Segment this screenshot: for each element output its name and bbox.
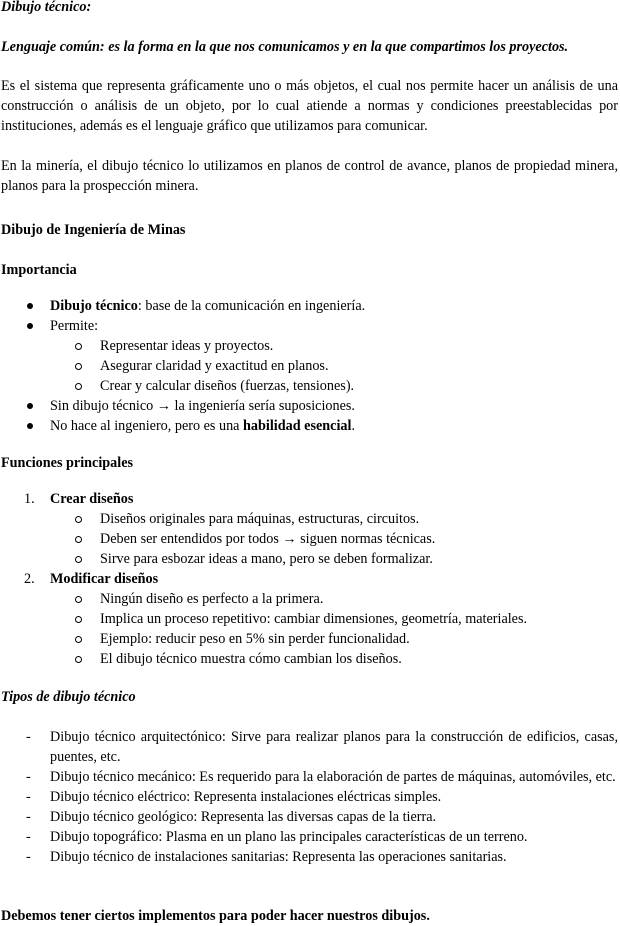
list-item-text: . <box>351 418 355 434</box>
hollow-bullet-icon <box>75 383 82 390</box>
sub-list-item <box>0 629 620 649</box>
list-item-text: Dibujo técnico geológico: Representa las diversas capas de la tierra. <box>50 809 437 825</box>
sub-list-item-text: Representar ideas y proyectos. <box>100 338 274 354</box>
heading-mining-drawing: Dibujo de Ingeniería de Minas <box>1 222 186 238</box>
list-item <box>0 807 620 827</box>
sub-list-item <box>0 509 620 529</box>
list-item-text: Dibujo técnico eléctrico: Representa instalaciones eléctricas simples. <box>50 789 442 805</box>
hollow-bullet-icon <box>75 636 82 643</box>
functions-list <box>0 489 620 669</box>
sub-list-item-text: Sirve para esbozar ideas a mano, pero se deben formalizar. <box>100 551 433 567</box>
heading-functions: Funciones principales <box>1 455 134 471</box>
list-item <box>0 767 620 787</box>
list-item <box>0 296 620 316</box>
paragraph-mining: En la minería, el dibujo técnico lo utilizamos en planos de control de avance, planos de propiedad minera, planos para la prospección minera. <box>1 158 618 194</box>
bold-text: habilidad esencial <box>243 418 352 434</box>
list-item-text: Dibujo topográfico: Plasma en un plano las principales características de un terreno. <box>50 829 528 845</box>
doc-tagline: Lenguaje común: es la forma en la que nos comunicamos y en la que compartimos los proyectos. <box>1 39 569 55</box>
hollow-bullet-icon <box>75 656 82 663</box>
list-item-text: Dibujo técnico mecánico: Es requerido para la elaboración de partes de máquinas, automóviles, etc. <box>50 769 616 785</box>
list-item <box>0 396 620 416</box>
list-item <box>0 787 620 807</box>
numbered-item-title: Crear diseños <box>50 491 134 507</box>
list-item-text: Sin dibujo técnico → la ingeniería sería suposiciones. <box>50 398 355 414</box>
hollow-bullet-icon <box>75 556 82 563</box>
dash-marker: - <box>26 769 31 785</box>
sub-list-item-text: Ejemplo: reducir peso en 5% sin perder funcionalidad. <box>100 631 410 647</box>
sub-list-item <box>0 336 620 356</box>
hollow-bullet-icon <box>75 516 82 523</box>
bullet-icon <box>27 303 33 309</box>
types-list <box>0 727 620 867</box>
hollow-bullet-icon <box>75 536 82 543</box>
hollow-bullet-icon <box>75 596 82 603</box>
importance-list <box>0 296 620 436</box>
list-item <box>0 316 620 336</box>
sub-list-item-text: Diseños originales para máquinas, estructuras, circuitos. <box>100 511 420 527</box>
numbered-item <box>0 489 620 509</box>
dash-marker: - <box>26 729 31 745</box>
list-item <box>0 416 620 436</box>
sub-list-item <box>0 609 620 629</box>
bold-text: Dibujo técnico <box>50 298 138 314</box>
heading-types: Tipos de dibujo técnico <box>1 689 136 705</box>
list-item <box>0 847 620 867</box>
sub-list-item-text: El dibujo técnico muestra cómo cambian los diseños. <box>100 651 402 667</box>
hollow-bullet-icon <box>75 616 82 623</box>
hollow-bullet-icon <box>75 363 82 370</box>
sub-list-item <box>0 649 620 669</box>
paragraph-definition: Es el sistema que representa gráficamente uno o más objetos, el cual nos permite hacer un análisis de una construcción o análisis de un objeto, por lo cual atiende a normas y condiciones preestablecidas por instituciones, además es el lenguaje gráfico que utilizamos para comunicar. <box>1 78 618 134</box>
dash-marker: - <box>26 849 31 865</box>
numbered-item-title: Modificar diseños <box>50 571 159 587</box>
sub-list-item <box>0 356 620 376</box>
list-item <box>0 727 620 767</box>
numbered-item <box>0 569 620 589</box>
sub-list-item <box>0 376 620 396</box>
hollow-bullet-icon <box>75 343 82 350</box>
item-number: 1. <box>24 491 35 507</box>
list-item-text: Dibujo técnico arquitectónico: Sirve para realizar planos para la construcción de edificios, casas, puentes, etc. <box>50 729 618 765</box>
sub-list-item-text: Crear y calcular diseños (fuerzas, tensiones). <box>100 378 355 394</box>
sub-list-item-text: Asegurar claridad y exactitud en planos. <box>100 358 329 374</box>
dash-marker: - <box>26 789 31 805</box>
doc-title: Dibujo técnico: <box>1 0 92 15</box>
list-item-text: No hace al ingeniero, pero es una <box>50 418 244 434</box>
bullet-icon <box>27 323 33 329</box>
sub-list-item <box>0 529 620 549</box>
list-item <box>0 827 620 847</box>
sub-list-item-text: Deben ser entendidos por todos → siguen normas técnicas. <box>100 531 436 547</box>
dash-marker: - <box>26 809 31 825</box>
list-item-text: Permite: <box>50 318 99 334</box>
closing-statement: Debemos tener ciertos implementos para poder hacer nuestros dibujos. <box>1 908 430 924</box>
sub-list-item-text: Ningún diseño es perfecto a la primera. <box>100 591 324 607</box>
heading-importance: Importancia <box>1 262 77 278</box>
sub-list-item <box>0 549 620 569</box>
sub-list-item-text: Implica un proceso repetitivo: cambiar dimensiones, geometría, materiales. <box>100 611 528 627</box>
dash-marker: - <box>26 829 31 845</box>
bullet-icon <box>27 423 33 429</box>
list-item-text: Dibujo técnico de instalaciones sanitarias: Representa las operaciones sanitarias. <box>50 849 507 865</box>
list-item-text: : base de la comunicación en ingeniería. <box>137 298 366 314</box>
sub-list-item <box>0 589 620 609</box>
item-number: 2. <box>24 571 35 587</box>
bullet-icon <box>27 403 33 409</box>
